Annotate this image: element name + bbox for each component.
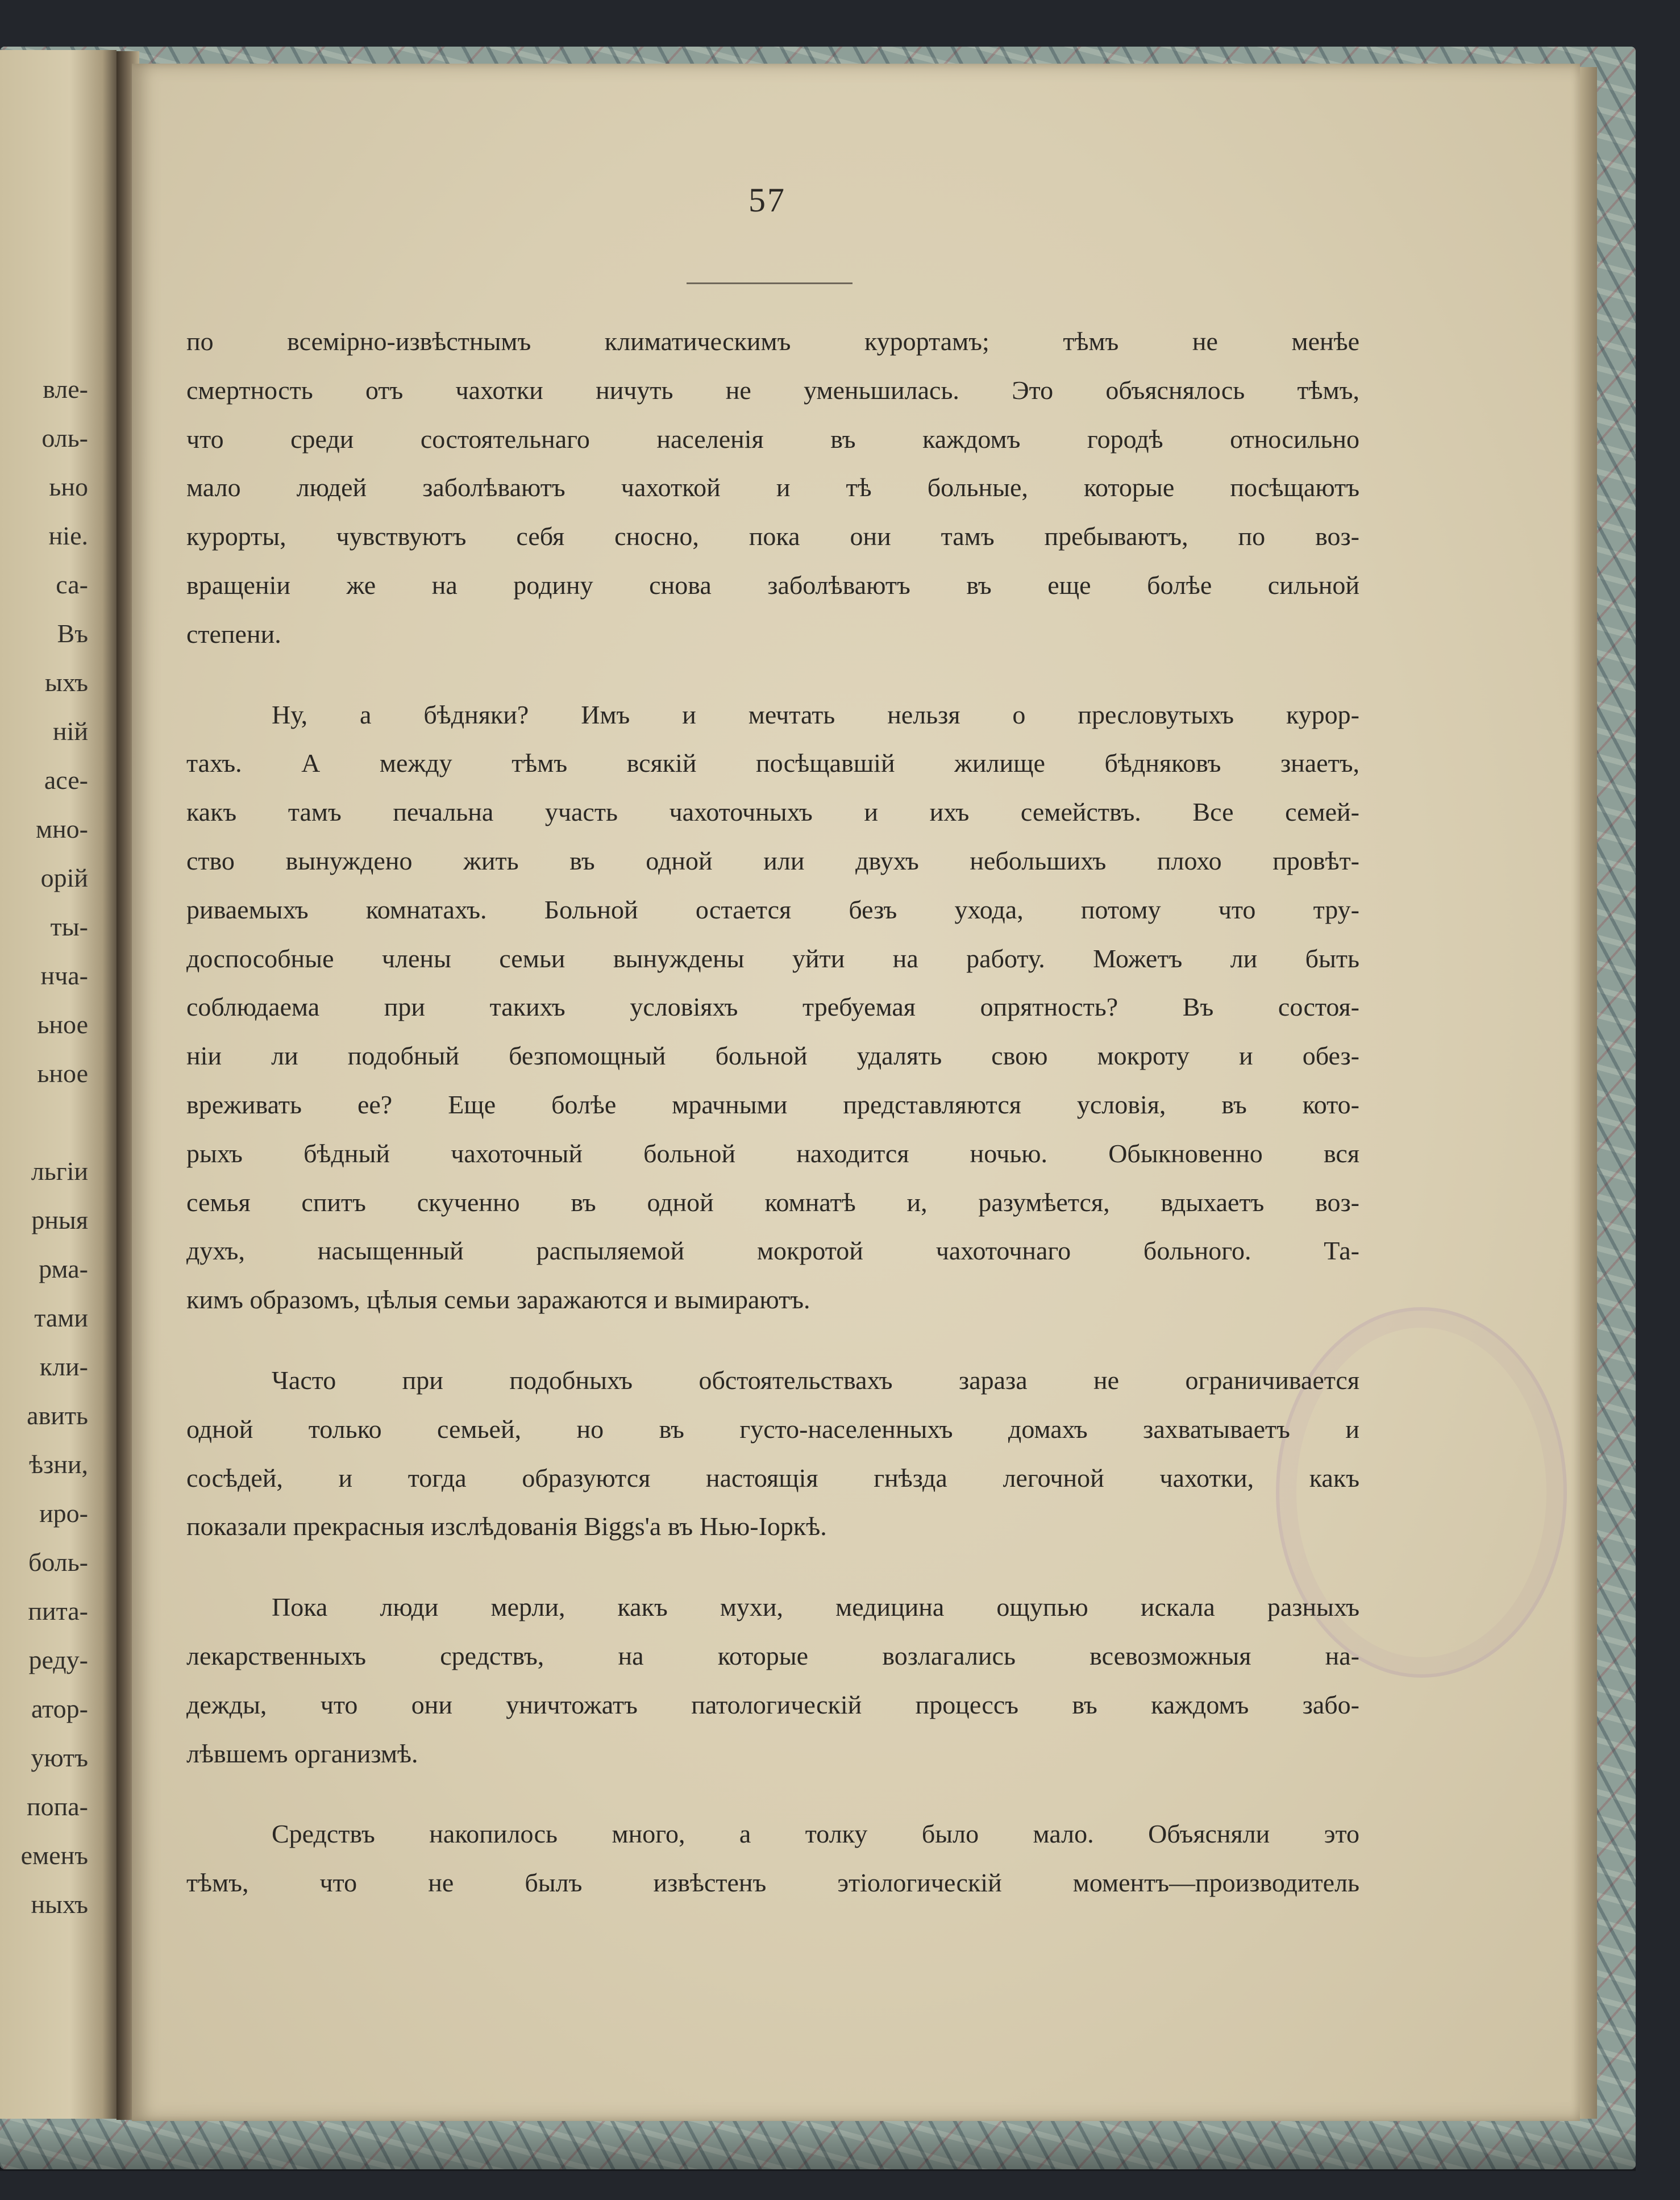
text-line: семья спитъ скученно въ одной комнатѣ и, разумѣется, вдыхаетъ воз- bbox=[186, 1187, 1359, 1217]
text-line: тахъ. А между тѣмъ всякій посѣщавшій жилище бѣдняковъ знаетъ, bbox=[186, 748, 1359, 778]
left-page-fragment: реду- bbox=[28, 1645, 88, 1674]
left-page-fragment: мно- bbox=[35, 814, 88, 843]
left-page-fragment: оль- bbox=[41, 423, 88, 452]
left-page-fragment: попа- bbox=[27, 1792, 88, 1821]
paragraph bbox=[186, 691, 1359, 1324]
text-line: вращеніи же на родину снова заболѣваютъ въ еще болѣе сильной bbox=[186, 570, 1359, 600]
text-line: тѣмъ, что не былъ извѣстенъ этіологическій моментъ—производитель bbox=[186, 1868, 1359, 1898]
text-line: лѣвшемъ организмѣ. bbox=[186, 1739, 418, 1768]
text-line: какъ тамъ печальна участь чахоточныхъ и ихъ семействъ. Все семей- bbox=[186, 797, 1359, 827]
left-page-fragment: асе- bbox=[44, 766, 88, 795]
left-page-fragment: тами bbox=[34, 1303, 88, 1332]
text-line: рыхъ бѣдный чахоточный больной находится ночью. Обыкновенно вся bbox=[186, 1138, 1359, 1168]
left-page-fragment: орій bbox=[40, 863, 88, 892]
text-line: смертность отъ чахотки ничуть не уменьшилась. Это объяснялось тѣмъ, bbox=[186, 375, 1359, 405]
left-page-fragment: атор- bbox=[31, 1694, 88, 1723]
left-page-fragment: Въ bbox=[57, 619, 88, 648]
left-page-fragment: иро- bbox=[39, 1499, 88, 1528]
text-line: одной только семьей, но въ густо-населенныхъ домахъ захватываетъ и bbox=[186, 1414, 1359, 1444]
text-line: что среди состоятельнаго населенія въ каждомъ городѣ относильно bbox=[186, 424, 1359, 454]
left-page-fragment: ьное bbox=[37, 1010, 88, 1039]
text-line: сосѣдей, и тогда образуются настоящія гнѣзда легочной чахотки, какъ bbox=[186, 1463, 1359, 1492]
previous-page-edge bbox=[0, 50, 117, 2119]
left-page-fragment: уютъ bbox=[31, 1743, 88, 1772]
text-line: ство вынуждено жить въ одной или двухъ небольшихъ плохо провѣт- bbox=[186, 846, 1359, 875]
text-line: мало людей заболѣваютъ чахоткой и тѣ больные, которые посѣщаютъ bbox=[186, 473, 1359, 502]
text-line: Пока люди мерли, какъ мухи, медицина ощупью искала разныхъ bbox=[272, 1592, 1359, 1622]
text-line: дежды, что они уничтожатъ патологическій процессъ въ каждомъ забо- bbox=[186, 1690, 1359, 1719]
paragraph bbox=[186, 1583, 1359, 1778]
left-page-fragment: ніе. bbox=[48, 521, 88, 550]
text-line: Ну, а бѣдняки? Имъ и мечтать нельзя о пресловутыхъ курор- bbox=[272, 700, 1359, 729]
cover-shadow bbox=[0, 2126, 1636, 2171]
paragraph-gap bbox=[186, 1324, 1359, 1356]
left-page-fragment: рма- bbox=[39, 1254, 88, 1283]
left-page-fragment: ты- bbox=[50, 912, 88, 941]
left-page-fragment: ьно bbox=[49, 472, 88, 501]
text-line: степени. bbox=[186, 619, 281, 648]
page-edge bbox=[1580, 67, 1597, 2119]
left-page-fragment: ній bbox=[52, 717, 88, 746]
text-line: соблюдаема при такихъ условіяхъ требуемая опрятность? Въ состоя- bbox=[186, 992, 1359, 1022]
text-line: Средствъ накопилось много, а толку было мало. Объясняли это bbox=[272, 1819, 1359, 1849]
left-page-fragment: рныя bbox=[31, 1205, 88, 1234]
left-page-fragment: вле- bbox=[43, 375, 88, 404]
page-body-text bbox=[186, 317, 1359, 1907]
left-page-fragment: авить bbox=[27, 1401, 88, 1430]
left-page-fragment: са- bbox=[56, 570, 88, 599]
text-line: лекарственныхъ средствъ, на которые возлагались всевозможныя на- bbox=[186, 1641, 1359, 1670]
paragraph-gap bbox=[186, 1551, 1359, 1583]
text-line: риваемыхъ комнатахъ. Больной остается безъ ухода, потому что тру- bbox=[186, 895, 1359, 924]
previous-page-line-fragments bbox=[0, 50, 88, 1929]
text-line: Часто при подобныхъ обстоятельствахъ зараза не ограничивается bbox=[272, 1365, 1359, 1395]
left-page-fragment: ѣзни, bbox=[29, 1450, 88, 1479]
text-line: доспособные члены семьи вынуждены уйти на работу. Можетъ ли быть bbox=[186, 943, 1359, 973]
paragraph bbox=[186, 317, 1359, 659]
paragraph bbox=[186, 1356, 1359, 1551]
text-line: вреживать ее? Еще болѣе мрачными представляются условія, въ кото- bbox=[186, 1089, 1359, 1119]
paragraph-gap bbox=[186, 1778, 1359, 1810]
page-number: 57 bbox=[748, 181, 786, 219]
page-number-rule bbox=[687, 282, 853, 284]
left-page-fragment: пита- bbox=[28, 1596, 88, 1625]
left-page-fragment: кли- bbox=[39, 1352, 88, 1381]
left-page-fragment: ьное bbox=[37, 1059, 88, 1088]
left-page-fragment: боль- bbox=[28, 1548, 88, 1577]
text-line: духъ, насыщенный распыляемой мокротой чахоточнаго больного. Та- bbox=[186, 1236, 1359, 1266]
left-page-fragment: нча- bbox=[40, 961, 88, 990]
left-page-fragment bbox=[0, 1098, 88, 1147]
text-line: показали прекрасныя изслѣдованія Biggs'а въ Нью-Іоркѣ. bbox=[186, 1512, 827, 1541]
text-line: кимъ образомъ, цѣлыя семьи заражаются и вымираютъ. bbox=[186, 1285, 810, 1315]
left-page-fragment: ыхъ bbox=[45, 668, 88, 697]
text-line: курорты, чувствуютъ себя сносно, пока они тамъ пребываютъ, по воз- bbox=[186, 522, 1359, 551]
paragraph bbox=[186, 1810, 1359, 1907]
text-line: ніи ли подобный безпомощный больной удалять свою мокроту и обез- bbox=[186, 1041, 1359, 1071]
left-page-fragment: ныхъ bbox=[31, 1890, 88, 1919]
paragraph-gap bbox=[186, 659, 1359, 691]
left-page-fragment: еменъ bbox=[20, 1841, 88, 1870]
text-line: по всемірно-извѣстнымъ климатическимъ курортамъ; тѣмъ не менѣе bbox=[186, 327, 1359, 356]
left-page-fragment: льгіи bbox=[31, 1157, 88, 1186]
